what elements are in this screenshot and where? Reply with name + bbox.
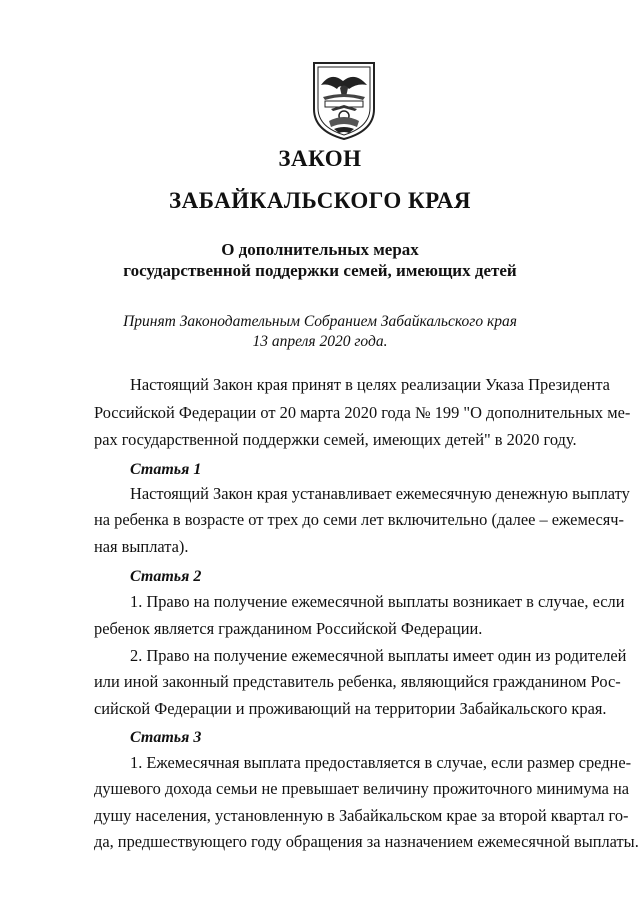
article-1-line: Настоящий Закон края устанавливает ежемесячную денежную выплату (130, 484, 630, 503)
article-3-line: душу населения, установленную в Забайкальском крае за второй квартал го- (94, 806, 629, 825)
article-2-line: 1. Право на получение ежемесячной выплаты возникает в случае, если (130, 592, 625, 611)
law-subject-line-2: государственной поддержки семей, имеющих детей (123, 261, 517, 280)
article-3-heading: Статья 3 (130, 729, 202, 746)
article-1-line: на ребенка в возрасте от трех до семи лет включительно (далее – ежемесяч- (94, 510, 625, 529)
article-3-line: да, предшествующего году обращения за назначением ежемесячной выплаты. (94, 832, 639, 851)
adoption-note-line-1: Принят Законодательным Собранием Забайкальского края (123, 313, 517, 330)
article-3-line: 1. Ежемесячная выплата предоставляется в случае, если размер средне- (130, 753, 632, 772)
article-2-heading: Статья 2 (130, 568, 202, 585)
article-3-line: душевого дохода семьи не превышает величину прожиточного минимума на (94, 779, 630, 798)
article-2-line: или иной законный представитель ребенка, являющийся гражданином Рос- (94, 672, 621, 691)
article-1-line: ная выплата). (94, 537, 189, 556)
region-title: ЗАБАЙКАЛЬСКОГО КРАЯ (168, 188, 472, 213)
zabaikalsky-krai-coat-of-arms-icon (309, 61, 379, 141)
law-title: ЗАКОН (278, 146, 362, 171)
preamble-line: Российской Федерации от 20 марта 2020 года № 199 "О дополнительных ме- (94, 403, 631, 422)
article-2-line: ребенок является гражданином Российской Федерации. (94, 619, 483, 638)
adoption-date: 13 апреля 2020 года. (252, 333, 388, 350)
preamble-line: Настоящий Закон края принят в целях реализации Указа Президента (130, 375, 610, 394)
preamble-line: рах государственной поддержки семей, имеющих детей" в 2020 году. (94, 430, 577, 449)
article-2-line: сийской Федерации и проживающий на территории Забайкальского края. (94, 699, 607, 718)
law-subject-line-1: О дополнительных мерах (221, 240, 419, 259)
article-2-line: 2. Право на получение ежемесячной выплаты имеет один из родителей (130, 646, 627, 665)
article-1-heading: Статья 1 (130, 461, 202, 478)
